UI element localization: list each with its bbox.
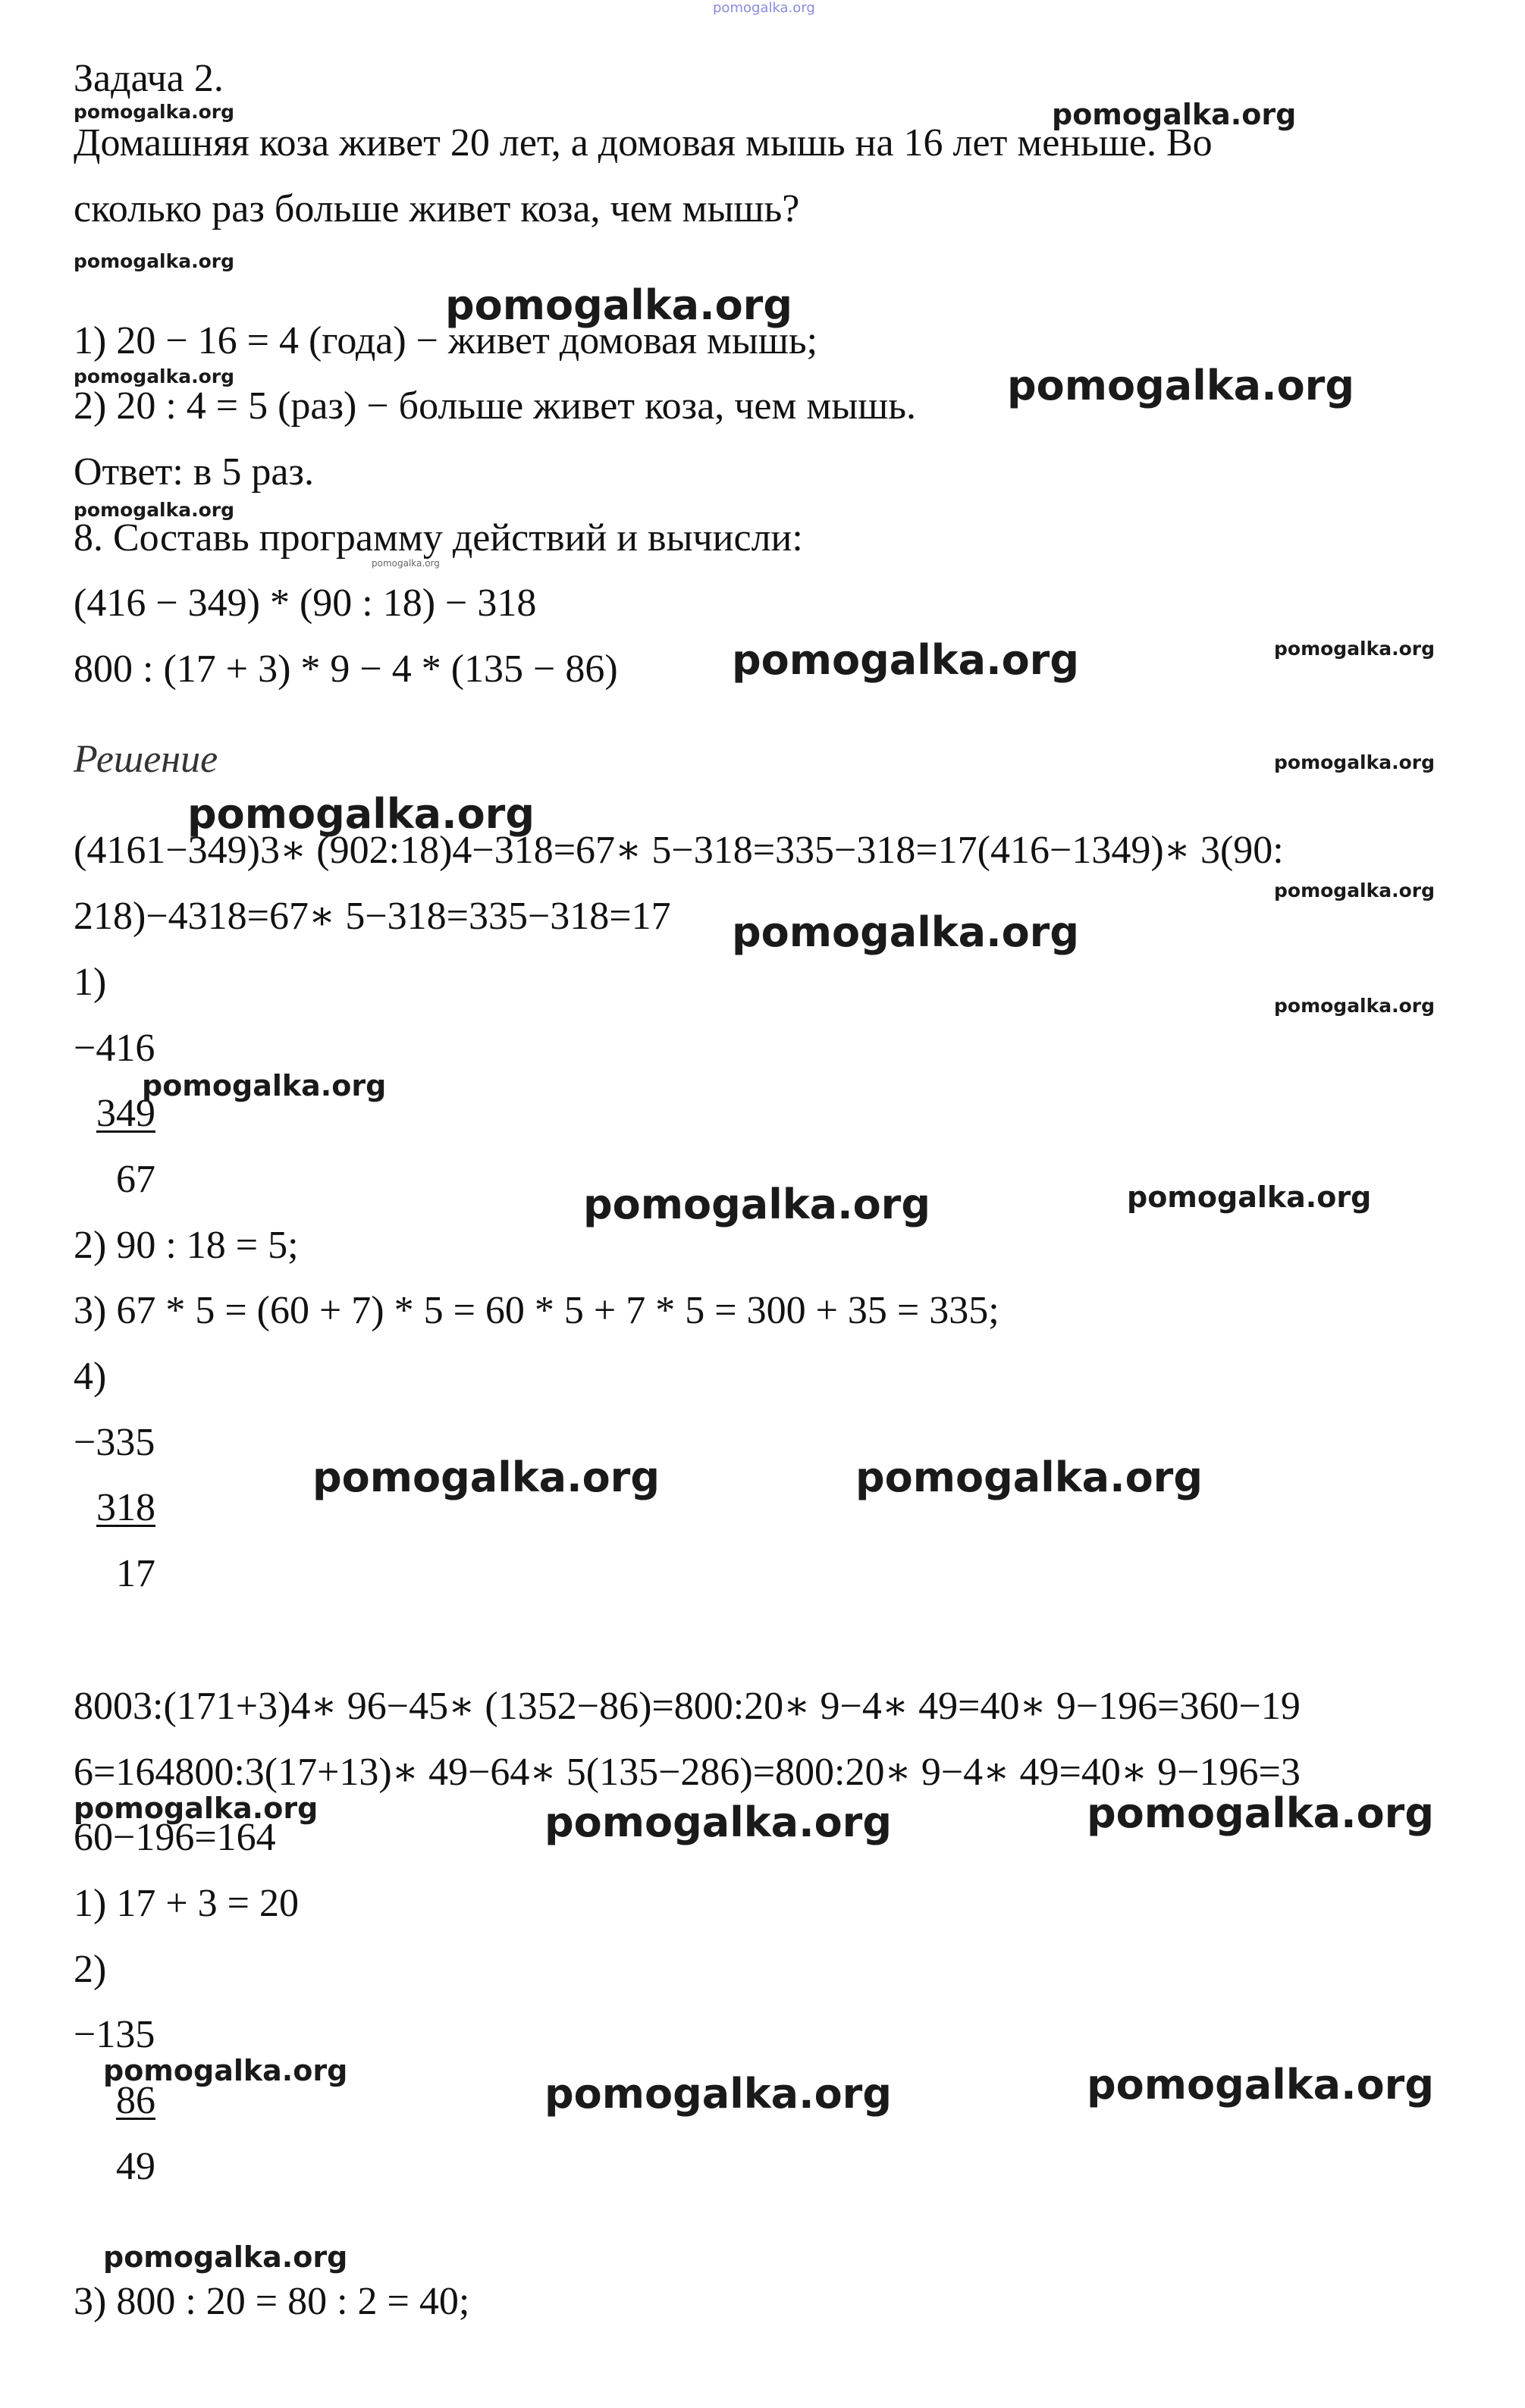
- garbled-formula-line: (4161−349)3∗ (902:18)4−318=67∗ 5−318=335−318=17(416−1349)∗ 3(90:: [74, 829, 1284, 872]
- watermark: pomogalka.org: [1274, 751, 1436, 773]
- garbled-formula-line: 8003:(171+3)4∗ 96−45∗ (1352−86)=800:20∗ 9−4∗ 49=40∗ 9−196=360−19: [74, 1685, 1301, 1728]
- watermark: pomogalka.org: [1052, 98, 1297, 131]
- watermark: pomogalka.org: [142, 1069, 387, 1102]
- problem-text-line: сколько раз больше живет коза, чем мышь?: [74, 187, 800, 230]
- column-subtraction-subtrahend: 318: [96, 1486, 155, 1529]
- watermark: pomogalka.org: [74, 250, 235, 272]
- column-subtraction-subtrahend: 86: [116, 2079, 155, 2122]
- watermark: pomogalka.org: [103, 2054, 348, 2087]
- solution-step: 1) 20 − 16 = 4 (года) − живет домовая мышь;: [74, 319, 818, 362]
- column-subtraction-minuend: −416: [74, 1027, 155, 1070]
- solution-label: Решение: [74, 738, 218, 781]
- solution-step: 2) 20 : 4 = 5 (раз) − больше живет коза, чем мышь.: [74, 384, 917, 428]
- solution-step: 3) 67 * 5 = (60 + 7) * 5 = 60 * 5 + 7 * 5 = 300 + 35 = 335;: [74, 1289, 999, 1332]
- watermark: pomogalka.org: [74, 101, 235, 123]
- column-subtraction-result: 67: [116, 1158, 155, 1201]
- watermark: pomogalka.org: [732, 908, 1079, 956]
- watermark: pomogalka.org: [103, 2240, 348, 2274]
- step-number: 2): [74, 1948, 107, 1991]
- column-subtraction-minuend: −335: [74, 1421, 155, 1464]
- task-title: Задача 2.: [74, 57, 224, 100]
- watermark: pomogalka.org: [732, 636, 1079, 684]
- watermark: pomogalka.org: [583, 1180, 930, 1228]
- garbled-formula-line: 218)−4318=67∗ 5−318=335−318=17: [74, 895, 671, 938]
- column-subtraction-subtrahend: 349: [96, 1092, 155, 1135]
- watermark: pomogalka.org: [544, 1798, 892, 1846]
- solution-step: 2) 90 : 18 = 5;: [74, 1224, 299, 1267]
- solution-step: 1) 17 + 3 = 20: [74, 1882, 299, 1925]
- watermark: pomogalka.org: [187, 790, 535, 838]
- solution-step: 3) 800 : 20 = 80 : 2 = 40;: [74, 2280, 470, 2323]
- watermark: pomogalka.org: [1274, 995, 1436, 1017]
- watermark: pomogalka.org: [312, 1453, 660, 1501]
- step-number: 1): [74, 961, 107, 1004]
- watermark: pomogalka.org: [1127, 1180, 1372, 1214]
- watermark: pomogalka.org: [74, 499, 235, 521]
- watermark: pomogalka.org: [1087, 2061, 1434, 2109]
- column-subtraction-minuend: −135: [74, 2013, 155, 2056]
- watermark: pomogalka.org: [855, 1453, 1203, 1501]
- task-title: 8. Составь программу действий и вычисли:: [74, 516, 803, 560]
- garbled-formula-line: 60−196=164: [74, 1816, 276, 1859]
- watermark: pomogalka.org: [372, 558, 440, 569]
- column-subtraction-result: 49: [116, 2145, 155, 2188]
- garbled-formula-line: 6=164800:3(17+13)∗ 49−64∗ 5(135−286)=800:20∗ 9−4∗ 49=40∗ 9−196=3: [74, 1751, 1301, 1794]
- expression: 800 : (17 + 3) * 9 − 4 * (135 − 86): [74, 647, 618, 691]
- watermark: pomogalka.org: [74, 365, 235, 387]
- problem-text-line: Домашняя коза живет 20 лет, а домовая мышь на 16 лет меньше. Во: [74, 121, 1213, 165]
- expression: (416 − 349) * (90 : 18) − 318: [74, 582, 537, 625]
- watermark: pomogalka.org: [74, 1792, 318, 1825]
- watermark: pomogalka.org: [445, 281, 792, 329]
- watermark: pomogalka.org: [713, 0, 815, 16]
- watermark: pomogalka.org: [1274, 638, 1436, 660]
- step-number: 4): [74, 1355, 107, 1398]
- watermark: pomogalka.org: [544, 2070, 892, 2118]
- watermark: pomogalka.org: [1274, 879, 1436, 901]
- watermark: pomogalka.org: [1087, 1789, 1434, 1837]
- answer-text: Ответ: в 5 раз.: [74, 450, 314, 494]
- watermark: pomogalka.org: [1007, 362, 1354, 409]
- column-subtraction-result: 17: [116, 1552, 155, 1595]
